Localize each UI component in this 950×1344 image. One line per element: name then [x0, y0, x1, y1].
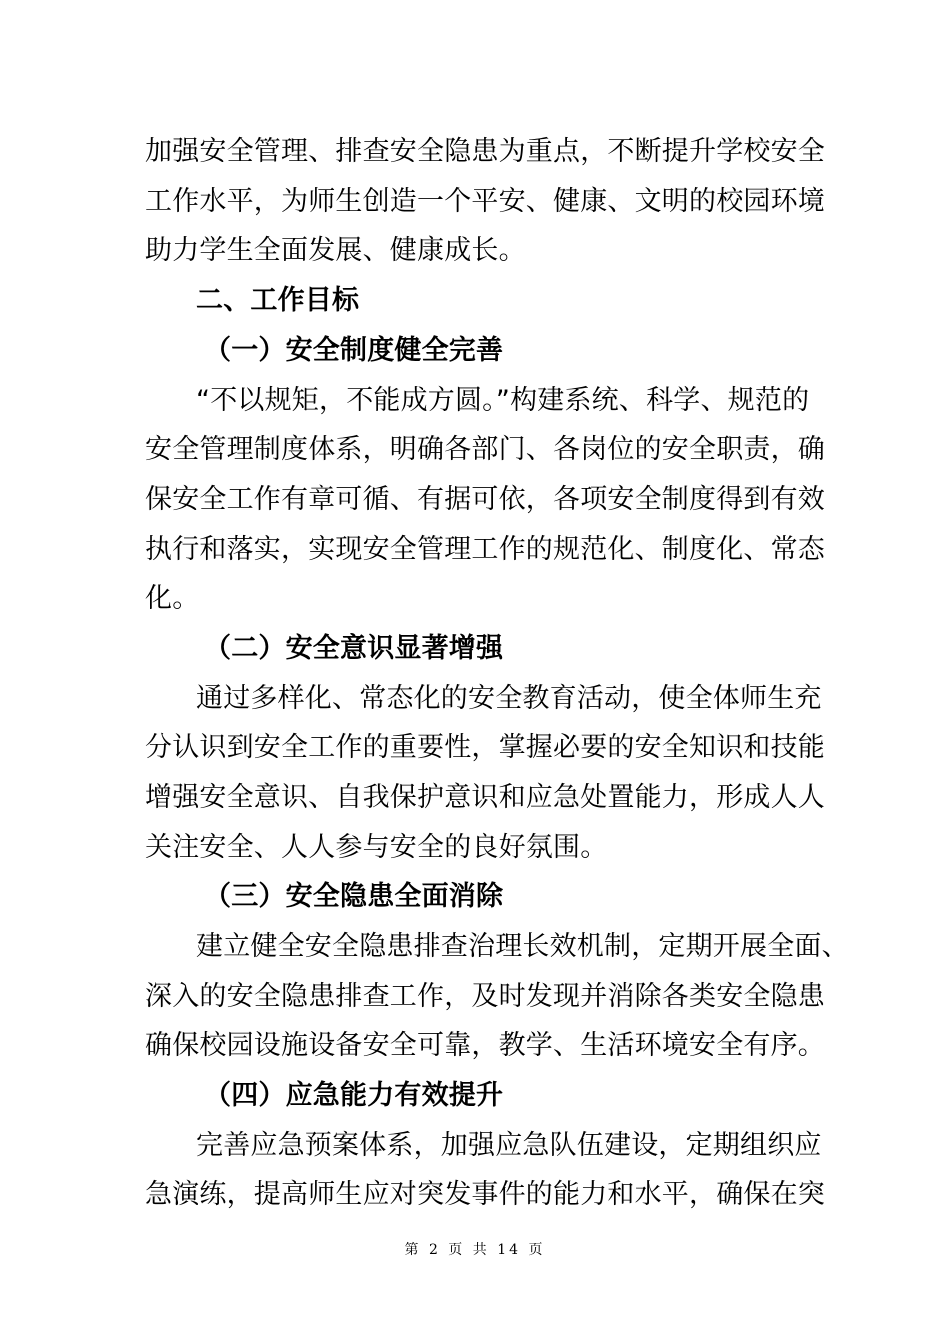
body-text-line: 急演练，提高师生应对突发事件的能力和水平，确保在突 — [145, 1179, 825, 1210]
body-text-line: 分认识到安全工作的重要性，掌握必要的安全知识和技能 — [145, 732, 825, 763]
body-text-line: 执行和落实，实现安全管理工作的规范化、制度化、常态 — [145, 534, 825, 565]
body-text-line: 助力学生全面发展、健康成长。 — [145, 235, 526, 266]
subsection-heading: （三）安全隐患全面消除 — [204, 881, 504, 912]
body-text-line: 安全管理制度体系，明确各部门、各岗位的安全职责，确 — [145, 434, 825, 465]
body-text-line: “不以规矩，不能成方圆。”构建系统、科学、规范的 — [196, 385, 810, 416]
body-text-line: 增强安全意识、自我保护意识和应急处置能力，形成人人 — [145, 782, 825, 813]
body-text-line: 深入的安全隐患排查工作，及时发现并消除各类安全隐患 — [145, 981, 825, 1012]
body-text-line: 通过多样化、常态化的安全教育活动，使全体师生充 — [196, 683, 822, 714]
body-text-line: 工作水平，为师生创造一个平安、健康、文明的校园环境 — [145, 186, 825, 217]
body-text-line: 确保校园设施设备安全可靠，教学、生活环境安全有序。 — [145, 1030, 825, 1061]
body-text-line: 保安全工作有章可循、有据可依，各项安全制度得到有效 — [145, 484, 825, 515]
body-text-line: 加强安全管理、排查安全隐患为重点，不断提升学校安全 — [145, 136, 825, 167]
body-text-line: 化。 — [145, 583, 200, 614]
body-text-line: 关注安全、人人参与安全的良好氛围。 — [145, 832, 608, 863]
subsection-heading: （四）应急能力有效提升 — [204, 1080, 504, 1111]
page-number-footer: 第 2 页 共 14 页 — [404, 1242, 546, 1258]
subsection-heading: （一）安全制度健全完善 — [204, 335, 504, 366]
section-heading: 二、工作目标 — [196, 285, 360, 316]
body-text-line: 完善应急预案体系，加强应急队伍建设，定期组织应 — [196, 1130, 822, 1161]
subsection-heading: （二）安全意识显著增强 — [204, 633, 504, 664]
body-text-line: 建立健全安全隐患排查治理长效机制，定期开展全面、 — [196, 931, 849, 962]
